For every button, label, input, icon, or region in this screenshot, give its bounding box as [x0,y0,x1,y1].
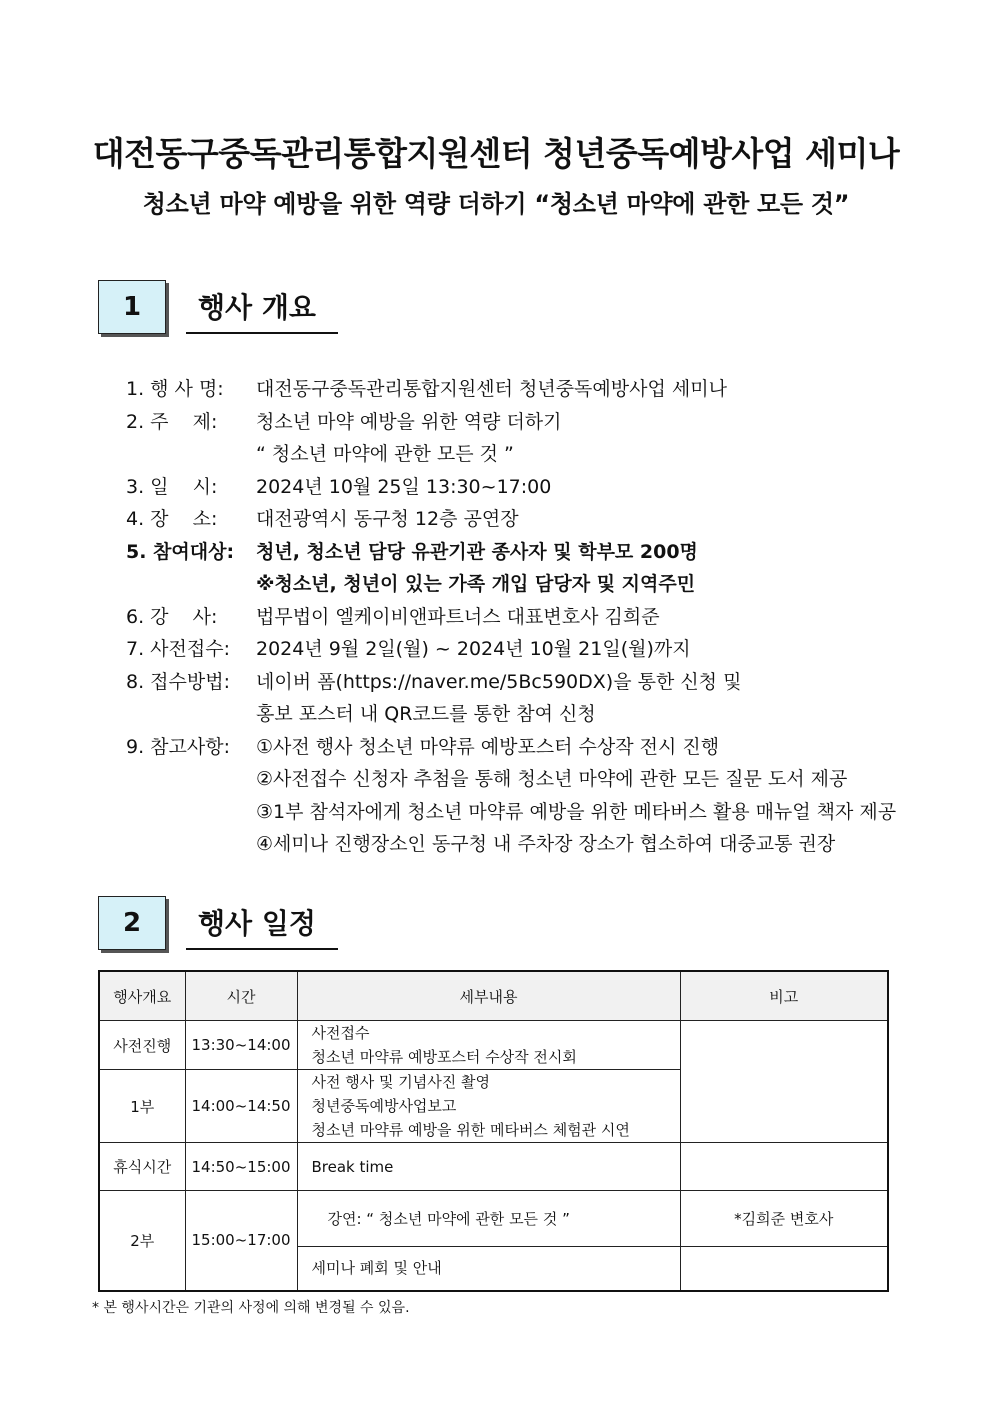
item-label: 8. 접수방법: [126,670,230,693]
item-label: 2. 주 제: [126,410,218,433]
row-time: 15:00~17:00 [185,1191,297,1291]
table-row [99,1191,888,1247]
item-value: ③1부 참석자에게 청소년 마약류 예방을 위한 메타버스 활용 매뉴얼 책자 제공 [256,800,897,823]
schedule-header-row [99,971,888,1021]
section-2-number-box: 2 [98,896,166,950]
item-value: ④세미나 진행장소인 동구청 내 주차장 장소가 협소하여 대중교통 권장 [256,833,836,855]
item-value: 청소년 마약 예방을 위한 역량 더하기 [256,410,562,433]
detail-line: 청소년 마약류 예방포스터 수상작 전시회 [311,1048,577,1066]
row-details [297,1247,680,1291]
schedule-table [98,970,889,1292]
detail-line: 사전 행사 및 기념사진 촬영 [311,1073,490,1091]
item-value: “ 청소년 마약에 관한 모든 것 ” [256,443,514,465]
row-time: 13:30~14:00 [185,1021,297,1070]
item-label: 6. 강 사: [126,605,218,628]
list-item [126,698,896,731]
list-item [126,601,896,634]
list-item [126,568,896,601]
list-item [126,633,896,666]
header-time: 시간 [185,971,297,1021]
item-value: 홍보 포스터 내 QR코드를 통한 참여 신청 [256,703,596,725]
list-item [126,503,896,536]
detail-line: 청년중독예방사업보고 [311,1097,457,1115]
item-value: 2024년 10월 25일 13:30~17:00 [256,475,552,498]
row-details [297,1143,680,1191]
table-row [99,1143,888,1191]
detail-line: 청소년 마약류 예방을 위한 메타버스 체험관 시연 [311,1121,630,1139]
document-subtitle: 청소년 마약 예방을 위한 역량 더하기 “청소년 마약에 관한 모든 것” [142,190,850,218]
item-label: 4. 장 소: [126,508,218,530]
list-item [126,406,896,439]
list-item [126,796,896,829]
list-item [126,471,896,504]
item-value: 청년, 청소년 담당 유관기관 종사자 및 학부모 200명 [256,540,698,563]
item-label: 7. 사전접수: [126,638,230,660]
item-value: 대전동구중독관리통합지원센터 청년중독예방사업 세미나 [256,378,727,400]
row-time: 14:50~15:00 [185,1143,297,1191]
list-item [126,373,896,406]
footnote: * 본 행사시간은 기관의 사정에 의해 변경될 수 있음. [92,1300,410,1316]
list-item [126,763,896,796]
list-item [126,536,896,569]
row-note: *김희준 변호사 [680,1191,888,1247]
detail-line: 세미나 폐회 및 안내 [311,1259,442,1278]
detail-line: 강연: “ 청소년 마약에 관한 모든 것 ” [327,1209,570,1228]
item-value: 네이버 폼(https://naver.me/5Bc590DX)을 통한 신청 및 [256,670,742,693]
header-note: 비고 [680,971,888,1021]
list-item [126,731,896,764]
row-note-empty [680,1247,888,1291]
item-label [126,763,256,796]
section-1-title: 행사 개요 [186,286,338,334]
row-time: 14:00~14:50 [185,1070,297,1143]
row-details [297,1070,680,1143]
row-details [297,1191,680,1247]
item-value: ①사전 행사 청소년 마약류 예방포스터 수상작 전시 진행 [256,735,720,758]
item-value: 대전광역시 동구청 12층 공연장 [256,508,519,530]
item-value: 2024년 9월 2일(월) ~ 2024년 10월 21일(월)까지 [256,638,691,660]
item-label [126,828,256,861]
item-label [126,796,256,829]
item-value: ※청소년, 청년이 있는 가족 개입 담당자 및 지역주민 [256,573,696,595]
header-details: 세부내용 [297,971,680,1021]
row-note-empty [680,1021,888,1143]
item-label: 1. 행 사 명: [126,378,224,400]
item-label [126,438,256,471]
row-part: 휴식시간 [99,1143,185,1191]
item-label [126,568,256,601]
item-label: 9. 참고사항: [126,735,230,758]
list-item [126,666,896,699]
item-label: 5. 참여대상: [126,540,235,563]
section-2-title: 행사 일정 [186,902,338,950]
section-1-number-box: 1 [98,280,166,334]
header-part: 행사개요 [99,971,185,1021]
row-note-empty [680,1143,888,1191]
row-details [297,1021,680,1070]
row-part: 사전진행 [99,1021,185,1070]
item-value: ②사전접수 신청자 추첨을 통해 청소년 마약에 관한 모든 질문 도서 제공 [256,768,848,790]
detail-line: Break time [311,1157,394,1176]
item-value: 법무법이 엘케이비앤파트너스 대표변호사 김희준 [256,605,660,628]
item-label [126,698,256,731]
table-row [99,1021,888,1070]
item-label: 3. 일 시: [126,475,218,498]
document-title: 대전동구중독관리통합지원센터 청년중독예방사업 세미나 [92,134,900,173]
overview-list [126,373,896,861]
detail-line: 사전접수 [311,1024,370,1042]
list-item [126,438,896,471]
row-part: 1부 [99,1070,185,1143]
list-item [126,828,896,861]
row-part: 2부 [99,1191,185,1291]
